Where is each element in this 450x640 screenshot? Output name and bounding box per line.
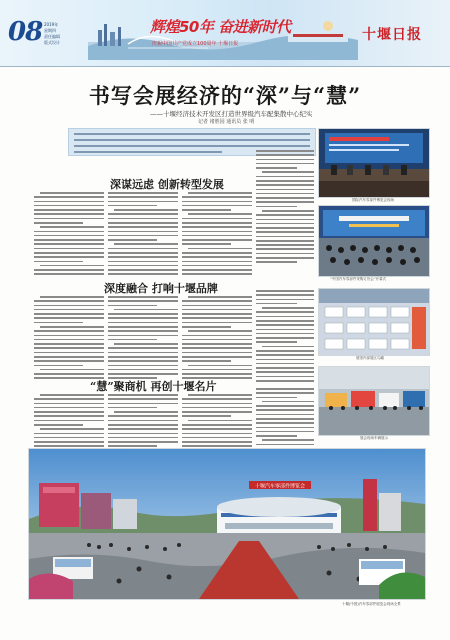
page-number: 08 — [8, 17, 43, 47]
photo-caption: 展馆内部展区鸟瞰 — [356, 356, 384, 360]
body-text-column — [256, 150, 314, 266]
photo-caption: “中国汽车零部件采购订货会”开幕式 — [330, 277, 387, 281]
section-heading-3: “慧”聚商机 再创十堰名片 — [90, 380, 217, 393]
body-text-column — [256, 290, 314, 384]
body-text-column — [34, 192, 104, 278]
body-text-column — [34, 296, 104, 382]
event-sign-text: 十堰汽车零部件博览会 — [254, 483, 306, 490]
photo-exhibition-hall — [318, 288, 430, 356]
photo-caption: 十堰(中国)汽车零部件展览会现场全景 — [342, 602, 401, 606]
byline: 记者 褚胜园 通讯员 张 明 — [198, 119, 255, 125]
banner-subtitle: 庆祝中国共产党成立100周年 十堰日报 — [152, 41, 239, 47]
photo-panorama — [28, 448, 426, 600]
section-heading-2: 深度融合 打响十堰品牌 — [104, 282, 218, 295]
newspaper-logo: 十堰日报 — [362, 27, 422, 43]
body-text-column — [182, 192, 252, 278]
photo-forum-stage — [318, 128, 430, 198]
body-text-column — [108, 296, 178, 382]
subheadline: ——十堰经济技术开发区打造世界级汽车配集散中心纪实 — [150, 110, 313, 118]
photo-caption: 国际汽车零部件博览会现场 — [352, 198, 394, 202]
masthead — [0, 0, 450, 67]
photo-opening-ceremony — [318, 205, 430, 277]
date-block: 2019年 星期四 责任编辑 版式设计 — [44, 22, 60, 45]
body-text-column — [182, 296, 252, 382]
section-heading-1: 深谋远虑 创新转型发展 — [110, 178, 224, 191]
photo-caption: 展会现场车辆展示 — [360, 436, 388, 440]
banner-title: 辉煌50年 奋进新时代 — [150, 18, 291, 36]
headline: 书写会展经济的“深”与“慧” — [88, 83, 362, 108]
body-text-column — [108, 192, 178, 278]
photo-vehicle-display — [318, 366, 430, 436]
